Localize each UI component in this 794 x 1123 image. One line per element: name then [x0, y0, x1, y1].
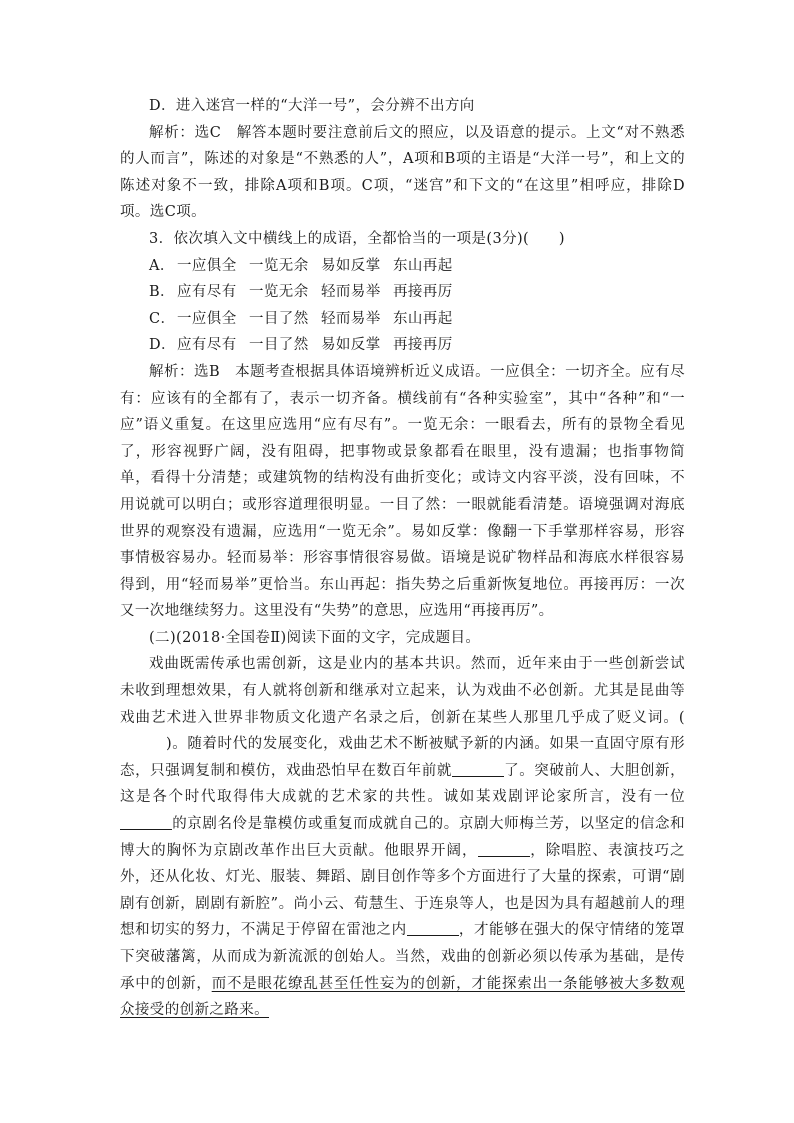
option-word: 再接再厉 [393, 284, 453, 301]
option-word: 轻而易举 [321, 310, 381, 327]
option-label: C． [149, 310, 176, 327]
option-word: 一览无余 [249, 284, 309, 301]
q2-analysis: 解析：选C 解答本题时要注意前后文的照应，以及语意的提示。上文“对不熟悉的人而言”，陈述的对象是“不熟悉的人”，A项和B项的主语是“大洋一号”，和上文的陈述对象不一致，排除A项和B项。C项，“迷宫”和下文的“在这里”相呼应，排除D项。选C项。 [120, 124, 685, 221]
answer-blank [407, 921, 459, 936]
passage-text: 的京剧名伶是靠模仿或重复而成就自己的。京剧大师梅兰芳，以坚定的信念和博大的胸怀为京剧改革作出巨大贡献。他眼界开阔， [120, 816, 685, 859]
q3-analysis: 解析：选B 本题考查根据具体语境辨析近义成语。一应俱全：一切齐全。应有尽有：应该有的全都有了，表示一切齐备。横线前有“各种实验室”，其中“各种”和“一应”语义重复。在这里应选用“应有尽有”。一览无余：一眼看去，所有的景物全看见了，形容视野广阔，没有阻碍，把事物或景象都看在眼里，没有遗漏；也指事物简单，看得十分清楚；或建筑物的结构没有曲折变化；或诗文内容平淡，没有回味，不用说就可以明白；或形容道理很明显。一目了然：一眼就能看清楚。语境强调对海底世界的观察没有遗漏，应选用“一览无余”。易如反掌：像翻一下手掌那样容易，形容事情极容易办。轻而易举：形容事情很容易做。语境是说矿物样品和海底水样很容易得到，用“轻而易举”更恰当。东山再起：指失势之后重新恢复地位。再接再厉：一次又一次地继续努力。这里没有“失势”的意思，应选用“再接再厉”。 [120, 363, 685, 620]
option-label: B． [149, 284, 175, 301]
option-word: 一目了然 [249, 337, 309, 354]
option-word: 易如反掌 [321, 337, 381, 354]
passage-text: )。随着时代的发展变化，戏曲艺术不断被赋予新的内涵。如果一直固守原有形态，只强调复制和模仿，戏曲恐怕早在数百年前就 [120, 736, 685, 779]
option-word: 一应俱全 [177, 257, 237, 274]
option-word: 易如反掌 [321, 257, 381, 274]
q3-option-c [120, 306, 685, 333]
passage-text: ，才能够在强大的保守情绪的笼罩下突破藩篱，从而成为新流派的创始人。当然，戏曲的创新必须以传承为基础，是传承中的创新， [120, 922, 685, 992]
q3-option-d [120, 332, 685, 359]
q3-stem: 3．依次填入文中横线上的成语，全都恰当的一项是(3分)( ) [149, 230, 565, 247]
option-word: 再接再厉 [393, 337, 453, 354]
document-content [120, 93, 685, 1024]
reading-passage [120, 651, 685, 1023]
option-word: 东山再起 [393, 310, 453, 327]
q3-option-a [120, 253, 685, 280]
option-label: A． [149, 257, 175, 274]
passage-text: 戏曲既需传承也需创新，这是业内的基本共识。然而，近年来由于一些创新尝试未收到理想效果，有人就将创新和继承对立起来，认为戏曲不必创新。尤其是昆曲等戏曲艺术进入世界非物质文化遗产名录之后，创新在某些人那里几乎成了贬义词。( [120, 656, 685, 726]
answer-blank [452, 762, 504, 777]
passage-text: ，除唱腔、表演技巧之外，还从化妆、灯光、服装、舞蹈、剧目创作等多个方面进行了大量的探索，可谓“剧剧有创新，剧剧有新腔”。尚小云、荀慧生、于连泉等人，也是因为具有超越前人的理想和切实的努力，不满足于停留在雷池之内 [120, 842, 685, 939]
passage-text: 了。突破前人、大胆创新，这是各个时代取得伟大成就的艺术家的共性。诚如某戏剧评论家所言，没有一位 [120, 762, 685, 806]
option-word: 一应俱全 [177, 310, 237, 327]
answer-blank [478, 842, 530, 857]
option-label: D． [149, 337, 176, 354]
q2-option-d: D．进入迷宫一样的“大洋一号”，会分辨不出方向 [149, 98, 475, 114]
option-word: 东山再起 [393, 257, 453, 274]
option-word: 应有尽有 [177, 337, 237, 354]
option-word: 应有尽有 [177, 284, 237, 301]
underlined-sentence: 而不是眼花缭乱甚至任性妄为的创新，才能探索出一条能够被大多数观众接受的创新之路来。 [120, 975, 685, 1019]
option-word: 轻而易举 [321, 284, 381, 301]
section-heading: (二)(2018·全国卷Ⅱ)阅读下面的文字，完成题目。 [149, 629, 481, 646]
answer-blank [120, 815, 172, 830]
q3-option-b [120, 279, 685, 306]
option-word: 一目了然 [249, 310, 309, 327]
option-word: 一览无余 [249, 257, 309, 274]
